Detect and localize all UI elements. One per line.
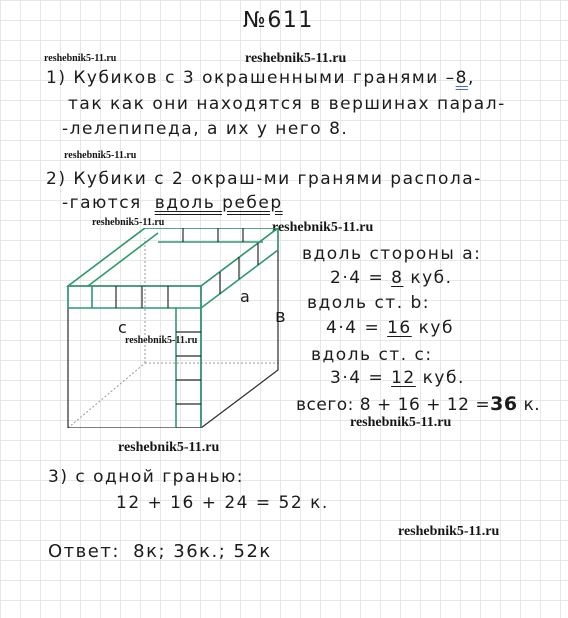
side-b-calc — [326, 320, 454, 337]
part2-line1: 2) Кубики с 2 окраш-ми гранями распола- — [46, 169, 482, 189]
part2-line2 — [62, 195, 283, 212]
watermark: reshebnik5-11.ru — [398, 524, 500, 539]
total-expression: 8 + 16 + 12 = — [359, 395, 491, 415]
total-line — [296, 395, 540, 414]
part1-line1-comma: , — [467, 68, 475, 88]
answer-line — [48, 543, 272, 561]
cube-label-b: в — [275, 306, 288, 327]
watermark: reshebnik5-11.ru — [272, 220, 374, 235]
problem-number: №611 — [243, 8, 314, 33]
side-a-calc — [330, 270, 453, 287]
watermark: reshebnik5-11.ru — [125, 335, 198, 346]
cube-label-c: с — [118, 318, 129, 337]
part1-line1 — [46, 70, 475, 87]
total-unit: к. — [523, 395, 541, 415]
cube-label-a: a — [240, 287, 252, 306]
part1-line1-text: 1) Кубиков с 3 окрашенными гранями – — [46, 68, 456, 88]
cube-colored-edges — [68, 228, 278, 428]
side-a-unit: куб. — [410, 268, 453, 288]
side-a-result: 8 — [391, 268, 404, 288]
cube-hidden-edges — [68, 238, 278, 428]
total-label: всего: — [296, 395, 354, 415]
watermark: reshebnik5-11.ru — [245, 51, 347, 66]
side-b-expression: 4·4 = — [326, 318, 381, 338]
watermark: reshebnik5-11.ru — [44, 53, 117, 64]
watermark: reshebnik5-11.ru — [118, 440, 220, 455]
side-c-unit: куб. — [422, 368, 465, 388]
along-edges-emphasis: вдоль ребер — [154, 193, 283, 213]
cube-cell-lines — [116, 228, 258, 428]
watermark: reshebnik5-11.ru — [64, 150, 137, 161]
side-c-heading: вдоль ст. с: — [311, 345, 433, 365]
watermark: reshebnik5-11.ru — [92, 217, 165, 228]
side-b-unit: куб — [418, 318, 454, 338]
side-b-result: 16 — [387, 318, 412, 338]
part1-line3: -лелепипеда, а их у него 8. — [62, 119, 349, 139]
side-c-expression: 3·4 = — [330, 368, 385, 388]
part1-line2: так как они находятся в вершинах парал- — [68, 94, 506, 114]
watermark: reshebnik5-11.ru — [350, 415, 452, 430]
side-b-heading: вдоль ст. b: — [307, 293, 431, 313]
answer-values: 8к; 36к.; 52к — [133, 541, 272, 562]
part3-line2: 12 + 16 + 24 = 52 к. — [116, 493, 329, 513]
part1-answer-value: 8 — [455, 68, 468, 88]
side-c-calc — [330, 370, 465, 387]
part3-line1: 3) с одной гранью: — [48, 467, 245, 487]
part2-line2-text: -гаются — [62, 193, 142, 213]
cube-outline — [68, 228, 278, 428]
side-a-expression: 2·4 = — [330, 268, 385, 288]
side-a-heading: вдоль стороны а: — [302, 244, 482, 264]
answer-label: Ответ: — [48, 541, 120, 562]
cube-diagram — [58, 228, 288, 428]
side-c-result: 12 — [391, 368, 416, 388]
total-result: 36 — [490, 393, 518, 415]
